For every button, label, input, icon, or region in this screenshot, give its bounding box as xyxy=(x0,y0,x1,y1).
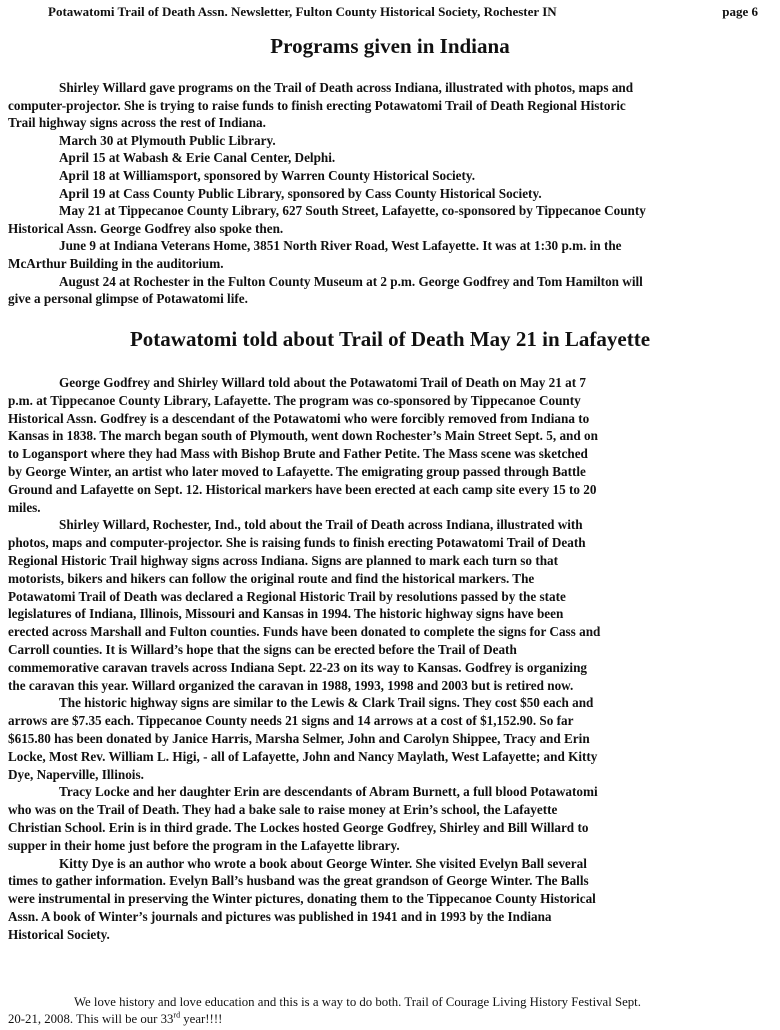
text-line: Kitty Dye is an author who wrote a book about George Winter. She visited Evelyn Ball several xyxy=(59,855,587,871)
text-line: Christian School. Erin is in third grade. The Lockes hosted George Godfrey, Shirley and Bill Willard to xyxy=(8,819,589,835)
text-line: Shirley Willard gave programs on the Trail of Death across Indiana, illustrated with photos, maps and xyxy=(59,80,634,95)
text-line: supper in their home just before the program in the Lafayette library. xyxy=(8,837,400,853)
text-line: April 18 at Williamsport, sponsored by Warren County Historical Society. xyxy=(59,167,476,183)
text-line: April 15 at Wabash & Erie Canal Center, Delphi. xyxy=(59,150,336,166)
newsletter-header xyxy=(48,4,758,20)
text-line: March 30 at Plymouth Public Library. xyxy=(59,132,276,148)
closing-line-2-text: 20-21, 2008. This will be our 33 xyxy=(8,1012,174,1026)
page-number: page 6 xyxy=(722,4,758,19)
text-line: times to gather information. Evelyn Ball’s husband was the great grandson of George Winter. The Balls xyxy=(8,873,589,889)
text-line: Historical Assn. Godfrey is a descendant of the Potawatomi who were forcibly removed from Indiana to xyxy=(8,410,590,426)
text-line: Carroll counties. It is Willard’s hope that the signs can be erected before the Trail of Death xyxy=(8,641,517,657)
text-line: computer-projector. She is trying to raise funds to finish erecting Potawatomi Trail of Death Regional Historic xyxy=(8,97,626,113)
text-line: Tracy Locke and her daughter Erin are descendants of Abram Burnett, a full blood Potawatomi xyxy=(59,784,598,800)
text-line: August 24 at Rochester in the Fulton County Museum at 2 p.m. George Godfrey and Tom Hamilton will xyxy=(59,273,643,289)
text-line: photos, maps and computer-projector. She is raising funds to finish erecting Potawatomi Trail of Death xyxy=(8,535,586,551)
text-line: Dye, Naperville, Illinois. xyxy=(8,766,144,782)
text-line: by George Winter, an artist who later moved to Lafayette. The emigrating group passed through Battle xyxy=(8,463,586,479)
text-line: McArthur Building in the auditorium. xyxy=(8,255,224,271)
text-line: miles. xyxy=(8,499,41,515)
newsletter-title: Potawatomi Trail of Death Assn. Newsletter, Fulton County Historical Society, Rochester IN xyxy=(48,4,557,19)
text-line: legislatures of Indiana, Illinois, Missouri and Kansas in 1994. The historic highway signs have been xyxy=(8,606,564,622)
text-line: Potawatomi Trail of Death was declared a Regional Historic Trail by resolutions passed by the state xyxy=(8,588,566,604)
text-line: the caravan this year. Willard organized the caravan in 1988, 1993, 1998 and 2003 but is retired now. xyxy=(8,677,574,693)
closing-line-1: We love history and love education and this is a way to do both. Trail of Courage Living History Festival Sept. xyxy=(74,995,641,1009)
text-line: April 19 at Cass County Public Library, sponsored by Cass County Historical Society. xyxy=(59,185,542,201)
text-line: were instrumental in preserving the Winter pictures, donating them to the Tippecanoe County Historical xyxy=(8,891,596,907)
text-line: May 21 at Tippecanoe County Library, 627 South Street, Lafayette, co-sponsored by Tippecanoe County xyxy=(59,203,646,219)
text-line: June 9 at Indiana Veterans Home, 3851 North River Road, West Lafayette. It was at 1:30 p.m. in the xyxy=(59,238,622,254)
text-line: Regional Historic Trail highway signs across Indiana. Signs are planned to mark each turn so that xyxy=(8,552,559,568)
text-line: commemorative caravan travels across Indiana Sept. 22-23 on its way to Kansas. Godfrey is organizing xyxy=(8,659,588,675)
ordinal-suffix: rd xyxy=(173,1010,181,1020)
text-line: George Godfrey and Shirley Willard told about the Potawatomi Trail of Death on May 21 at 7 xyxy=(59,375,586,390)
text-line: to Logansport where they had Mass with Bishop Brute and Father Petite. The Mass scene was sketched xyxy=(8,446,588,462)
text-line: Ground and Lafayette on Sept. 12. Historical markers have been erected at each camp site every 15 to 20 xyxy=(8,481,597,497)
text-line: erected across Marshall and Fulton counties. Funds have been donated to complete the signs for Cass and xyxy=(8,624,601,640)
closing-paragraph xyxy=(8,994,778,1028)
text-line: give a personal glimpse of Potawatomi life. xyxy=(8,291,248,307)
text-line: arrows are $7.35 each. Tippecanoe County needs 21 signs and 14 arrows at a cost of $1,152.90. So far xyxy=(8,713,574,729)
text-line: Shirley Willard, Rochester, Ind., told about the Trail of Death across Indiana, illustrated with xyxy=(59,517,583,533)
text-line: Historical Society. xyxy=(8,926,110,942)
text-line: Assn. A book of Winter’s journals and pictures was published in 1941 and in 1993 by the Indiana xyxy=(8,908,552,924)
text-line: The historic highway signs are similar to the Lewis & Clark Trail signs. They cost $50 each and xyxy=(59,695,594,711)
text-line: motorists, bikers and hikers can follow the original route and find the historical markers. The xyxy=(8,570,535,586)
section-title-lafayette: Potawatomi told about Trail of Death May 21 in Lafayette xyxy=(129,327,651,351)
text-line: Locke, Most Rev. William L. Higi, - all of Lafayette, John and Nancy Maylath, West Lafayette; and Kitty xyxy=(8,748,598,764)
text-line: Historical Assn. George Godfrey also spoke then. xyxy=(8,220,284,236)
lafayette-section-body xyxy=(8,374,762,944)
text-line: who was on the Trail of Death. They had a bake sale to raise money at Erin’s school, the Lafayette xyxy=(8,802,558,818)
closing-line-2-end: year!!!! xyxy=(180,1012,223,1026)
text-line: Kansas in 1838. The march began south of Plymouth, went down Rochester’s Main Street Sept. 5, and on xyxy=(8,428,598,444)
text-line: p.m. at Tippecanoe County Library, Lafayette. The program was co-sponsored by Tippecanoe County xyxy=(8,392,581,408)
text-line: $615.80 has been donated by Janice Harris, Marsha Selmer, John and Carolyn Shippee, Tracy and Erin xyxy=(8,730,590,746)
closing-line-2 xyxy=(8,1012,222,1026)
programs-section-body xyxy=(8,79,762,308)
text-line: Trail highway signs across the rest of Indiana. xyxy=(8,115,266,131)
section-title-programs: Programs given in Indiana xyxy=(270,34,510,58)
